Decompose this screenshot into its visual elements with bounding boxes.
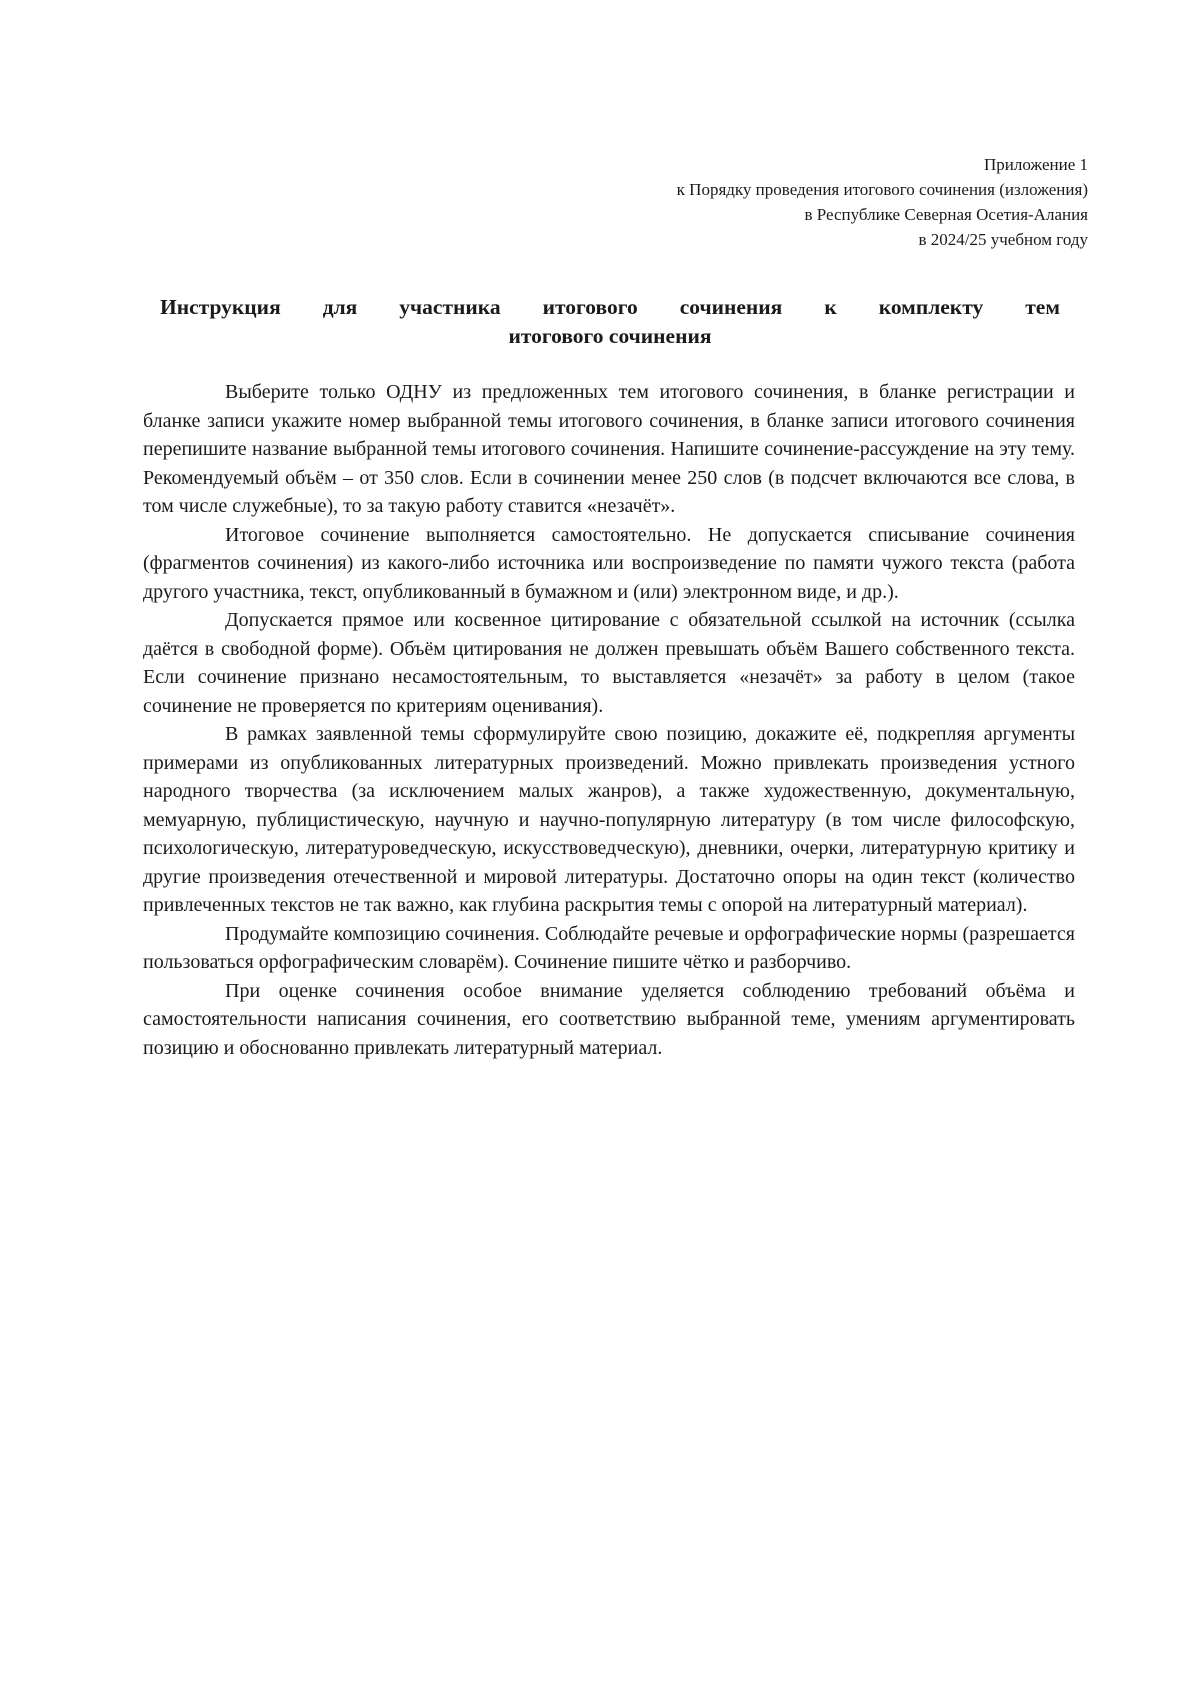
- paragraph-independence: Итоговое сочинение выполняется самостоятельно. Не допускается списывание сочинения (фрагментов сочинения) из какого-либо источника или воспроизведение по памяти чужого текста (работа другого участника, текст, опубликованный в бумажном и (или) электронном виде, и др.).: [143, 523, 1075, 603]
- paragraph-choose-topic: Выберите только ОДНУ из предложенных тем итогового сочинения, в бланке регистрации и бланке записи укажите номер выбранной темы итогового сочинения, в бланке записи итогового сочинения перепишите название выбранной темы итогового сочинения. Напишите сочинение-рассуждение на эту тему. Рекомендуемый объём – от 350 слов. Если в сочинении менее 250 слов (в подсчет включаются все слова, в том числе служебные), то за такую работу ставится «незачёт».: [143, 381, 1075, 517]
- document-title-line-2: итогового сочинения: [508, 324, 712, 348]
- document-title: [160, 293, 1060, 351]
- document-body: [143, 378, 1075, 1062]
- paragraph-composition: Продумайте композицию сочинения. Соблюдайте речевые и орфографические нормы (разрешается пользоваться орфографическим словарём). Сочинение пишите чётко и разборчиво.: [143, 922, 1075, 973]
- appendix-line-3: в Республике Северная Осетия-Алания: [804, 205, 1088, 224]
- document-title-line-1: Инструкция для участника итогового сочинения к комплекту тем: [160, 295, 1060, 319]
- paragraph-evaluation: При оценке сочинения особое внимание уделяется соблюдению требований объёма и самостоятельности написания сочинения, его соответствию выбранной теме, умениям аргументировать позицию и обоснованно привлекать литературный материал.: [143, 979, 1075, 1059]
- appendix-line-4: в 2024/25 учебном году: [918, 230, 1088, 249]
- appendix-line-1: Приложение 1: [984, 155, 1088, 174]
- appendix-line-2: к Порядку проведения итогового сочинения (изложения): [676, 180, 1088, 199]
- paragraph-citation: Допускается прямое или косвенное цитирование с обязательной ссылкой на источник (ссылка даётся в свободной форме). Объём цитирования не должен превышать объём Вашего собственного текста. Если сочинение признано несамостоятельным, то выставляется «незачёт» за работу в целом (такое сочинение не проверяется по критериям оценивания).: [143, 609, 1075, 717]
- appendix-header: [677, 152, 1088, 252]
- paragraph-arguments: В рамках заявленной темы сформулируйте свою позицию, докажите её, подкрепляя аргументы примерами из опубликованных литературных произведений. Можно привлекать произведения устного народного творчества (за исключением малых жанров), а также художественную, документальную, мемуарную, публицистическую, научную и научно-популярную литературу (в том числе философскую, психологическую, литературоведческую, искусствоведческую), дневники, очерки, литературную критику и другие произведения отечественной и мировой литературы. Достаточно опоры на один текст (количество привлеченных текстов не так важно, как глубина раскрытия темы с опорой на литературный материал).: [143, 723, 1075, 916]
